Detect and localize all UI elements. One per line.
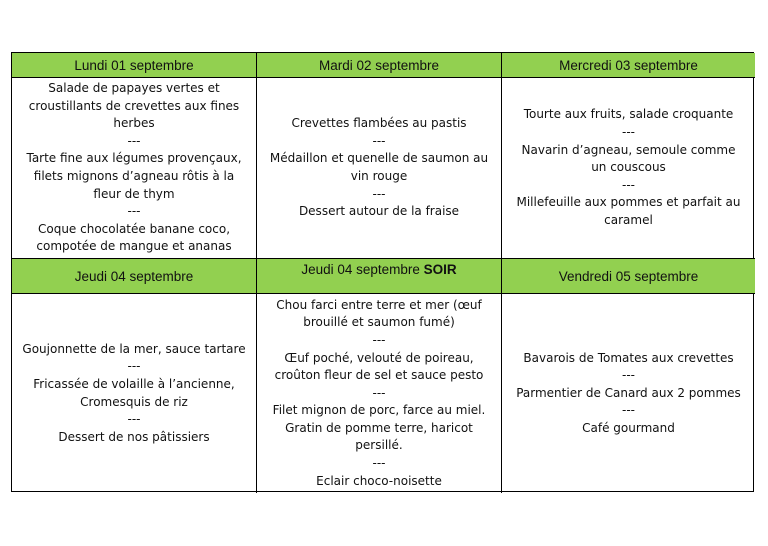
- menu-line: Chou farci entre terre et mer (œuf: [276, 297, 482, 312]
- course-separator: ---: [622, 125, 635, 140]
- menu-line: compotée de mangue et ananas: [36, 239, 232, 254]
- menu-line: persillé.: [355, 438, 403, 453]
- course-separator: ---: [372, 133, 386, 148]
- menu-cell-jeudi-soir: [257, 294, 502, 493]
- menu-line: caramel: [604, 212, 653, 227]
- menu-cell-mardi: [257, 78, 502, 259]
- menu-line: Tourte aux fruits, salade croquante: [523, 107, 734, 122]
- day-header-label: Jeudi 04 septembre: [74, 268, 194, 284]
- menu-line: Parmentier de Canard aux 2 pommes: [516, 385, 741, 400]
- menu-line: Salade de papayes vertes et: [48, 81, 220, 96]
- day-header-label-group: [301, 262, 456, 277]
- menu-line: Œuf poché, velouté de poireau,: [284, 350, 474, 365]
- menu-line: Dessert autour de la fraise: [298, 204, 460, 219]
- day-header-jeudi: [12, 259, 257, 294]
- menu-line: Fricassée de volaille à l’ancienne,: [33, 376, 235, 391]
- menu-line: Dessert de nos pâtissiers: [58, 429, 210, 444]
- day-header-label: Lundi 01 septembre: [74, 57, 194, 73]
- course-separator: ---: [372, 186, 386, 201]
- menu-line: croûton fleur de sel et sauce pesto: [274, 368, 484, 383]
- menu-line: fleur de thym: [93, 186, 175, 201]
- menu-line: Filet mignon de porc, farce au miel.: [272, 403, 486, 418]
- menu-line: Bavarois de Tomates aux crevettes: [523, 350, 734, 365]
- soir-label: SOIR: [423, 262, 457, 277]
- menu-line: filets mignons d’agneau rôtis à la: [33, 169, 235, 183]
- menu-line: Cromesquis de riz: [80, 394, 188, 409]
- menu-line: Goujonnette de la mer, sauce tartare: [22, 341, 246, 356]
- day-header-jeudi-soir: [257, 259, 502, 294]
- menu-line: vin rouge: [350, 169, 408, 183]
- menu-cell-mercredi: [502, 78, 755, 259]
- day-header-mardi: [257, 53, 502, 78]
- menu-line: Millefeuille aux pommes et parfait au: [516, 195, 741, 210]
- menu-cell-jeudi: [12, 294, 257, 493]
- day-header-mercredi: [502, 53, 755, 78]
- course-separator: ---: [622, 403, 635, 418]
- course-separator: ---: [372, 332, 386, 347]
- course-separator: ---: [622, 177, 635, 192]
- day-header-label: Mardi 02 septembre: [318, 57, 440, 73]
- menu-line: Coque chocolatée banane coco,: [37, 221, 231, 236]
- menu-line: Crevettes flambées au pastis: [291, 116, 467, 131]
- day-header-label: Vendredi 05 septembre: [558, 268, 699, 284]
- menu-line: brouillé et saumon fumé): [303, 315, 455, 330]
- day-header-label: Mercredi 03 septembre: [559, 57, 698, 73]
- menu-line: Navarin d’agneau, semoule comme: [521, 142, 736, 157]
- course-separator: ---: [622, 368, 635, 383]
- course-separator: ---: [127, 133, 141, 148]
- menu-line: Médaillon et quenelle de saumon au: [269, 151, 489, 166]
- menu-line: herbes: [113, 116, 155, 131]
- course-separator: ---: [127, 359, 141, 374]
- course-separator: ---: [127, 412, 141, 427]
- menu-cell-vendredi: [502, 294, 755, 493]
- course-separator: ---: [372, 456, 386, 471]
- menu-line: Café gourmand: [582, 420, 675, 435]
- menu-line: croustillants de crevettes aux fines: [28, 98, 240, 113]
- menu-line: Tarte fine aux légumes provençaux,: [26, 151, 242, 166]
- menu-line: Gratin de pomme terre, haricot: [285, 420, 473, 435]
- menu-line: Eclair choco-noisette: [316, 473, 442, 488]
- day-header-label: Jeudi 04 septembre: [301, 262, 420, 277]
- day-header-vendredi: [502, 259, 755, 294]
- menu-cell-lundi: [12, 78, 257, 259]
- menu-table: [11, 52, 754, 492]
- menu-line: un couscous: [591, 160, 666, 175]
- course-separator: ---: [372, 385, 386, 400]
- course-separator: ---: [127, 204, 141, 219]
- day-header-lundi: [12, 53, 257, 78]
